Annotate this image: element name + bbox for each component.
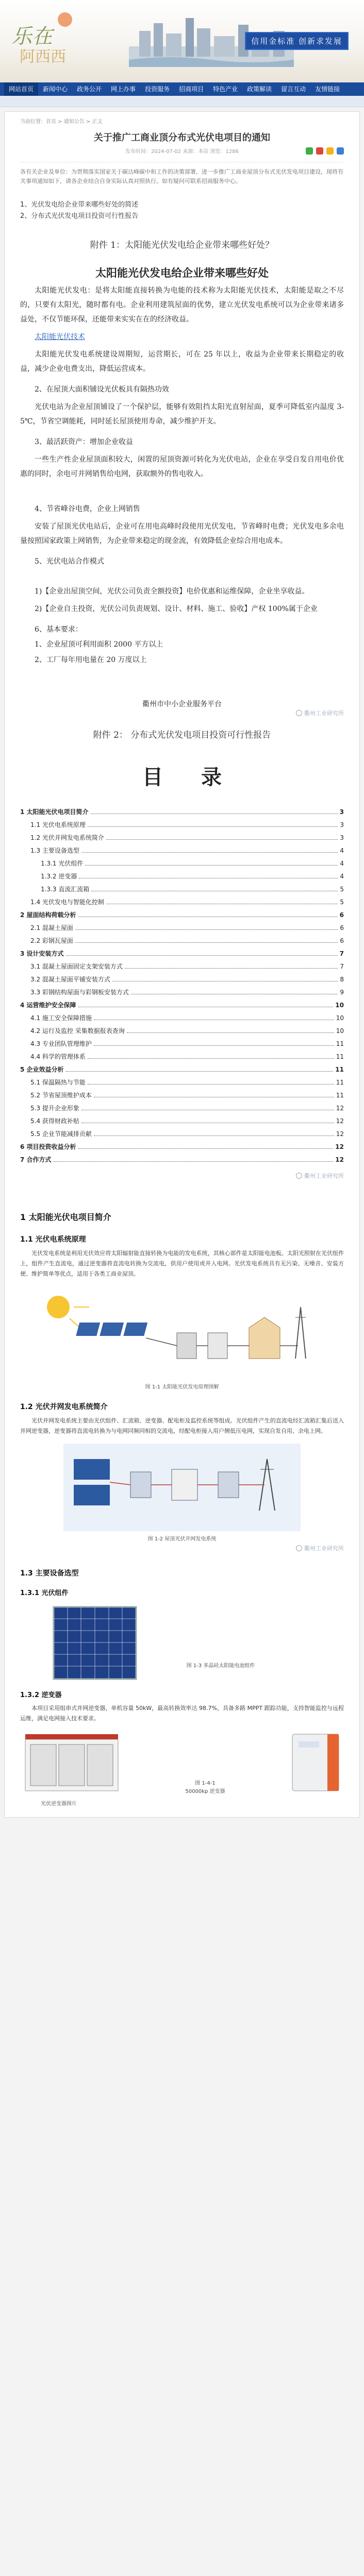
paragraph: 一些生产性企业屋顶面积较大，闲置的屋顶资源可转化为光伏电站，企业在享受自发自用电价优惠的同时，余电可并网销售给电网，获取额外的售电收入。 xyxy=(20,455,344,478)
paragraph xyxy=(20,330,344,344)
toc-leader xyxy=(66,1071,334,1072)
paragraph: 光伏并网发电系统主要由光伏组件、汇流箱、逆变器、配电柜及监控系统等组成。光伏组件产生的直流电经汇流箱汇集后送入并网逆变器，逆变器将直流电转换为与电网同频同相的交流电，经配电柜接入用户侧低压电网，实现自发自用、余电上网。 xyxy=(20,1417,344,1434)
toc-page-number: 11 xyxy=(336,1040,344,1047)
toc-label: 5.5 企业节能减排贡献 xyxy=(30,1130,92,1138)
breadcrumb[interactable]: 当前位置：首页 > 通知公告 > 正文 xyxy=(20,119,103,125)
toc-page-number: 3 xyxy=(339,808,344,816)
toc-label: 4.4 科学的管理体系 xyxy=(30,1053,86,1060)
toc-leader xyxy=(75,942,338,943)
toc-row[interactable] xyxy=(20,1115,344,1128)
toc-page-number: 7 xyxy=(339,950,344,957)
toc-page-number: 12 xyxy=(336,1105,344,1112)
nav-item[interactable]: 网站首页 xyxy=(4,82,38,96)
toc-row[interactable] xyxy=(20,960,344,973)
toc-row[interactable] xyxy=(20,1102,344,1115)
sub-nav xyxy=(0,96,364,107)
toc-leader xyxy=(125,968,338,969)
toc-label: 1.4 光伏发电与智能化控制 xyxy=(30,899,104,906)
toc-row[interactable] xyxy=(20,1076,344,1089)
seal-logo-icon xyxy=(7,6,79,68)
report-section-title: 1 太阳能光伏电项目简介 xyxy=(20,1212,111,1222)
pv-tech-link[interactable]: 太阳能光伏技术 xyxy=(35,333,85,341)
section-heading: 6、基本要求： xyxy=(35,625,82,634)
toc-label: 1.3 主要设备选型 xyxy=(30,847,79,854)
toc-page-number: 4 xyxy=(340,873,344,880)
toc-page-number: 9 xyxy=(340,989,344,996)
toc-row[interactable] xyxy=(20,1025,344,1038)
toc-page-number: 4 xyxy=(340,860,344,867)
toc-row[interactable] xyxy=(20,986,344,999)
toc-page-number: 12 xyxy=(335,1143,344,1150)
paragraph: 光伏发电系统是利用光伏效应将太阳辐射能直接转换为电能的发电系统，其核心部件是太阳能电池板。太阳光照射在光伏组件上，组件产生直流电，通过逆变器将直流电转换为交流电，供用户使用或并入电网。光伏发电系统具有无污染、无噪音、安装方便、维护简单等优点，适用于各类工商业屋顶。 xyxy=(20,1250,344,1277)
toc-row[interactable] xyxy=(20,909,344,922)
figure-caption: 图 1-1 太阳能光伏发电原理图解 xyxy=(145,1384,219,1390)
toc-label: 5 企业效益分析 xyxy=(20,1066,64,1073)
toc-label: 1 太阳能光伏电项目简介 xyxy=(20,808,89,816)
toc-page-number: 12 xyxy=(336,1130,344,1138)
list-item: 2、工厂每年用电量在 20 万度以上 xyxy=(35,656,147,664)
toc-label: 3.2 混凝土屋面平铺安装方式 xyxy=(30,976,110,983)
toc-leader xyxy=(78,1148,334,1149)
toc-label: 1.3.3 直流汇流箱 xyxy=(41,886,90,893)
inverter-labels: 图 1-4-1 50000kp 逆变器 xyxy=(185,1781,225,1794)
toc-page-number: 12 xyxy=(335,1156,344,1163)
report-subsubsection-title: 1.3.1 光伏组件 xyxy=(20,1589,69,1597)
toc-page-number: 10 xyxy=(336,1027,344,1035)
toc-label: 6 项目投资收益分析 xyxy=(20,1143,76,1150)
annex-1-title: 太阳能光伏发电给企业带来哪些好处 xyxy=(95,266,269,279)
annex-2-heading: 附件 2： 分布式光伏发电项目投资可行性报告 xyxy=(93,730,271,740)
toc-row[interactable] xyxy=(20,883,344,896)
nav-item[interactable]: 特色产业 xyxy=(213,86,238,93)
toc-label: 4.2 运行及监控 采集数据报表查询 xyxy=(30,1027,125,1035)
toc-label: 5.3 提升企业形象 xyxy=(30,1105,79,1112)
toc-row[interactable] xyxy=(20,1063,344,1076)
platform-note: 衢州市中小企业服务平台 xyxy=(142,700,222,708)
section-heading: 2、在屋顶大面积铺设光伏板具有隔热功效 xyxy=(35,385,169,394)
toc-page-number: 4 xyxy=(340,847,344,854)
toc-leader xyxy=(88,1058,334,1059)
toc-page-number: 7 xyxy=(340,963,344,970)
toc-leader xyxy=(54,1161,334,1162)
main-nav xyxy=(0,82,364,96)
report-subsubsection-title: 1.3.2 逆变器 xyxy=(20,1691,62,1699)
toc-label: 2.1 混凝土屋面 xyxy=(30,924,73,931)
share-more-icon[interactable] xyxy=(337,147,344,155)
nav-item[interactable]: 政策解读 xyxy=(247,86,272,93)
toc-page-number: 10 xyxy=(335,1002,344,1009)
toc-row[interactable] xyxy=(20,922,344,935)
toc-row[interactable] xyxy=(20,806,344,819)
inverter-figures xyxy=(20,1729,344,1796)
svg-text:阿西西: 阿西西 xyxy=(20,48,66,66)
toc-leader xyxy=(81,852,338,853)
nav-item[interactable]: 友情链接 xyxy=(315,86,340,93)
toc-page-number: 11 xyxy=(335,1066,344,1073)
article-intro: 各有关企业及单位：为贯彻落实国家关于碳达峰碳中和工作的决策部署，进一步推广工商业屋顶分布式光伏发电项目建设，现将有关事项通知如下，请各企业结合自身实际认真对照执行。如有疑问可联系招商服务中心。 xyxy=(20,162,344,186)
paragraph: 2)【企业自主投资，光伏公司负责规划、设计、材料、施工、验收】产权 100%属于企业 xyxy=(35,605,318,613)
banner-slogan: 信用金标准 创新求发展 xyxy=(245,32,349,50)
toc-label: 1.3.2 逆变器 xyxy=(41,873,77,880)
toc-label: 7 合作方式 xyxy=(20,1156,52,1163)
toc-page-number: 5 xyxy=(340,899,344,906)
report-subsection-title: 1.3 主要设备选型 xyxy=(20,1569,79,1578)
toc-leader xyxy=(66,955,338,956)
watermark-icon xyxy=(296,710,302,716)
paragraph: 安装了屋顶光伏电站后，企业可在用电高峰时段使用光伏发电，节省峰时电费；光伏发电多余电量按照国家政策上网销售，为企业带来稳定的现金流，有效降低企业综合用电成本。 xyxy=(20,522,344,545)
toc-label: 4.1 施工安全保障措施 xyxy=(30,1014,92,1022)
figure-caption: 图 1-2 屋顶光伏并网发电系统 xyxy=(147,1536,217,1542)
grid-connected-system-diagram xyxy=(63,1444,301,1531)
toc-leader xyxy=(94,1045,334,1046)
watermark: 衢州工业研究所 xyxy=(20,1544,344,1552)
toc-leader xyxy=(85,865,338,866)
toc-leader xyxy=(88,826,338,827)
toc-row[interactable] xyxy=(20,819,344,832)
toc-label: 3 设计安装方式 xyxy=(20,950,64,957)
nav-item[interactable]: 招商项目 xyxy=(179,86,204,93)
toc-page-number: 8 xyxy=(340,976,344,983)
pv-module-image xyxy=(51,1604,139,1682)
toc-row[interactable] xyxy=(20,870,344,883)
toc-row[interactable] xyxy=(20,1012,344,1025)
toc-label: 5.2 节省屋顶维护成本 xyxy=(30,1092,92,1099)
toc-label: 1.2 光伏并网发电系统简介 xyxy=(30,834,104,841)
figure-caption: 图 1-3 多晶硅太阳能电池组件 xyxy=(186,1663,255,1669)
toc-row[interactable] xyxy=(20,1050,344,1063)
toc-row[interactable] xyxy=(20,832,344,844)
table-of-contents xyxy=(20,806,344,1166)
attachment-link-1[interactable]: 1、光伏发电给企业带来哪些好处的简述 xyxy=(20,201,139,209)
report-subsection-title: 1.1 光伏电系统原理 xyxy=(20,1235,86,1244)
paragraph: 太阳能光伏发电：是将太阳能直接转换为电能的技术称为太阳能光伏技术，太阳能是取之不尽的，只要有太阳光，随时都有电。企业利用建筑屋面的优势，建立光伏发电系统可以为企业带来诸多益处，不仅节能环保，还能带来实实在在的经济收益。 xyxy=(20,286,344,324)
list-item: 1、企业屋顶可利用面积 2000 平方以上 xyxy=(35,640,163,649)
toc-leader xyxy=(106,839,338,840)
nav-item[interactable]: 留言互动 xyxy=(281,86,306,93)
nav-item[interactable]: 新闻中心 xyxy=(43,86,68,93)
pv-principle-diagram xyxy=(38,1286,326,1379)
svg-text:乐在: 乐在 xyxy=(11,25,53,48)
toc-row[interactable] xyxy=(20,999,344,1012)
toc-page-number: 11 xyxy=(336,1053,344,1060)
attachment-list xyxy=(20,199,344,222)
watermark-icon xyxy=(296,1173,302,1179)
toc-label: 1.1 光伏电系统原理 xyxy=(30,821,86,828)
toc-page-number: 3 xyxy=(340,821,344,828)
section-heading: 4、节省峰谷电费，企业上网销售 xyxy=(35,505,140,513)
inverter-cabinet-image xyxy=(20,1729,123,1796)
toc-row[interactable] xyxy=(20,844,344,857)
toc-label: 2.2 彩钢瓦屋面 xyxy=(30,937,73,944)
toc-page-number: 11 xyxy=(336,1092,344,1099)
toc-page-number: 6 xyxy=(340,924,344,931)
share-weibo-icon[interactable] xyxy=(316,147,323,155)
toc-leader xyxy=(75,929,338,930)
toc-page-number: 5 xyxy=(340,886,344,893)
paragraph: 本项目采用组串式并网逆变器，单机容量 50kW，最高转换效率达 98.7%，具备多路 MPPT 跟踪功能，支持智能监控与远程运维，满足电网接入技术要求。 xyxy=(20,1705,344,1722)
toc-label: 4.3 专业团队管理维护 xyxy=(30,1040,92,1047)
toc-row[interactable] xyxy=(20,935,344,947)
toc-leader xyxy=(127,1032,334,1033)
toc-label: 4 运营维护安全保障 xyxy=(20,1002,76,1009)
toc-row[interactable] xyxy=(20,1141,344,1154)
string-inverter-image xyxy=(287,1729,344,1796)
toc-row[interactable] xyxy=(20,973,344,986)
toc-label: 5.1 保温隔热与节能 xyxy=(30,1079,86,1086)
watermark-icon xyxy=(296,1545,302,1551)
article-frame xyxy=(4,111,360,1818)
watermark: 衢州工业研究所 xyxy=(20,1172,344,1180)
paragraph: 太阳能光伏发电系统建设周期短，运营期长，可在 25 年以上，收益为企业带来长期稳定的收益，减少企业电费支出，降低运营成本。 xyxy=(20,350,344,373)
page-title: 关于推广工商业顶分布式光伏电项目的通知 xyxy=(94,132,270,143)
toc-row[interactable] xyxy=(20,1128,344,1141)
toc-label: 5.4 获得财政补贴 xyxy=(30,1117,79,1125)
paragraph: 光伏电站为企业屋顶铺设了一个保护层，能够有效阻挡太阳光直射屋面，夏季可降低室内温度 3-5℃，节省空调能耗，同时延长屋顶使用寿命，减少维护开支。 xyxy=(20,403,344,426)
toc-row[interactable] xyxy=(20,896,344,909)
toc-row[interactable] xyxy=(20,857,344,870)
toc-page-number: 6 xyxy=(340,937,344,944)
annex-1-heading: 附件 1：太阳能光伏发电给企业带来哪些好处？ xyxy=(90,240,274,250)
report-subsection-title: 1.2 光伏并网发电系统简介 xyxy=(20,1403,108,1411)
paragraph: 1)【企业出屋顶空间，光伏公司负责全额投资】电价优惠和运维保障，企业坐享收益。 xyxy=(35,587,309,596)
figure-caption: 光伏逆变器图片 xyxy=(41,1801,77,1807)
share-qzone-icon[interactable] xyxy=(326,147,334,155)
toc-label: 3.1 混凝土屋面固定支架安装方式 xyxy=(30,963,123,970)
toc-row[interactable] xyxy=(20,1154,344,1166)
nav-item[interactable]: 政务公开 xyxy=(77,86,102,93)
toc-row[interactable] xyxy=(20,1089,344,1102)
site-banner xyxy=(0,0,364,82)
section-heading: 5、光伏电站合作模式 xyxy=(35,557,104,566)
toc-page-number: 6 xyxy=(339,911,344,919)
article-meta: 发布时间：2024-07-02 来源：本站 浏览：1286 xyxy=(125,149,239,155)
toc-label: 3.3 彩钢结构屋面与彩钢板安装方式 xyxy=(30,989,129,996)
toc-page-number: 12 xyxy=(336,1117,344,1125)
attachment-link-2[interactable]: 2、分布式光伏发电项目投资可行性报告 xyxy=(20,212,139,220)
toc-label: 2 屋面结构荷载分析 xyxy=(20,911,76,919)
nav-item[interactable]: 网上办事 xyxy=(111,86,136,93)
watermark: 衢州工业研究所 xyxy=(20,709,344,717)
toc-label: 1.3.1 光伏组件 xyxy=(41,860,84,867)
section-heading: 3、最活跃资产：增加企业收益 xyxy=(35,438,133,446)
toc-page-number: 11 xyxy=(336,1079,344,1086)
toc-title: 目 录 xyxy=(142,766,237,789)
toc-page-number: 10 xyxy=(336,1014,344,1022)
toc-row[interactable] xyxy=(20,947,344,960)
share-wechat-icon[interactable] xyxy=(306,147,313,155)
toc-row[interactable] xyxy=(20,1038,344,1050)
nav-item[interactable]: 投资服务 xyxy=(145,86,170,93)
toc-page-number: 3 xyxy=(340,834,344,841)
